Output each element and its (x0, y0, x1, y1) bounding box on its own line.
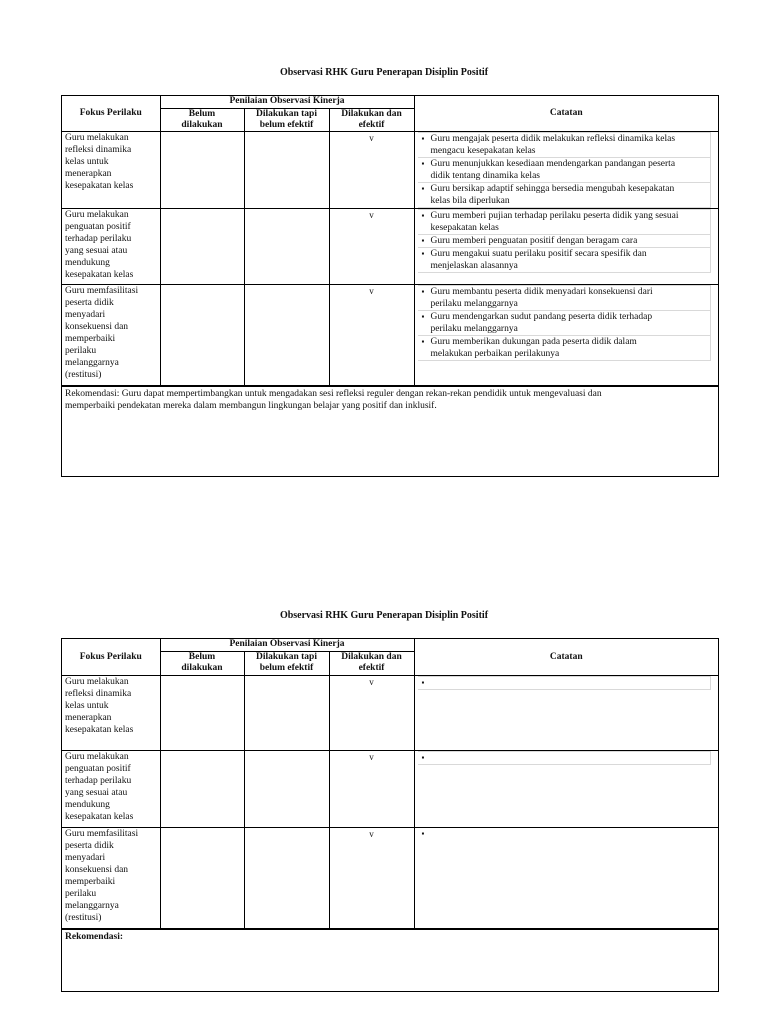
table-row (62, 675, 718, 750)
belum-efektif-cell[interactable] (244, 131, 329, 208)
list-item: ▪ Guru bersikap adaptif sehingga bersedia mengubah kesepakatan kelas bila diperlukan (418, 182, 712, 208)
bullet-icon: ▪ (421, 336, 425, 346)
rekomendasi-text: Guru dapat mempertimbangkan untuk mengadakan sesi refleksi reguler dengan rekan-rekan pendidik untuk mengevaluasi dan (119, 388, 602, 399)
fokus-perilaku-cell: Guru memfasilitasi peserta didik menyadari konsekuensi dan memperbaiki perilaku melanggarnya (restitusi) (62, 827, 160, 928)
list-item: ▪ Guru memberi pujian terhadap perilaku peserta didik yang sesuai kesepakatan kelas (418, 209, 712, 234)
efektif-check-cell[interactable] (329, 284, 414, 385)
notes-list (418, 828, 716, 840)
belum-dilakukan-cell[interactable] (160, 827, 244, 928)
table-row (62, 750, 718, 827)
header-dilakukan-efektif: Dilakukan dan efektif (329, 651, 414, 675)
form-2-title: Observasi RHK Guru Penerapan Disiplin Positif (279, 610, 489, 621)
header-belum-dilakukan: Belum dilakukan (160, 108, 244, 131)
notes-list (418, 285, 716, 361)
bullet-icon: ▪ (421, 235, 425, 245)
bullet-icon: ▪ (421, 752, 425, 762)
efektif-check-cell[interactable] (329, 827, 414, 928)
header-penilaian: Penilaian Observasi Kinerja (160, 96, 414, 108)
list-item[interactable] (418, 828, 712, 840)
catatan-cell[interactable] (414, 750, 718, 827)
observation-form-2 (61, 638, 719, 992)
observation-table (62, 96, 718, 386)
observation-table (62, 639, 718, 929)
header-penilaian: Penilaian Observasi Kinerja (160, 639, 414, 651)
belum-efektif-cell[interactable] (244, 208, 329, 284)
check-mark: v (369, 132, 374, 143)
belum-efektif-cell[interactable] (244, 284, 329, 385)
header-catatan: Catatan (414, 96, 718, 131)
bullet-icon: ▪ (421, 133, 425, 143)
rekomendasi-text: memperbaiki pendekatan mereka dalam membangun lingkungan belajar yang positif dan inklusif. (65, 400, 437, 411)
rekomendasi-section[interactable] (62, 386, 718, 474)
bullet-icon: ▪ (421, 286, 425, 296)
bullet-icon: ▪ (421, 677, 425, 687)
belum-efektif-cell[interactable] (244, 675, 329, 750)
notes-list (418, 751, 716, 765)
belum-efektif-cell[interactable] (244, 750, 329, 827)
list-item[interactable] (418, 676, 712, 690)
efektif-check-cell[interactable] (329, 750, 414, 827)
belum-dilakukan-cell[interactable] (160, 675, 244, 750)
notes-list (418, 132, 716, 208)
efektif-check-cell[interactable] (329, 675, 414, 750)
efektif-check-cell[interactable] (329, 131, 414, 208)
list-item: ▪ Guru memberikan dukungan pada peserta didik dalam melakukan perbaikan perilakunya (418, 335, 712, 361)
header-dilakukan-belum-efektif: Dilakukan tapi belum efektif (244, 651, 329, 675)
belum-dilakukan-cell[interactable] (160, 750, 244, 827)
table-row (62, 284, 718, 385)
catatan-cell (414, 208, 718, 284)
list-item: ▪ Guru memberi penguatan positif dengan beragam cara (418, 234, 712, 247)
check-mark: v (369, 828, 374, 839)
fokus-perilaku-cell: Guru melakukan refleksi dinamika kelas untuk menerapkan kesepakatan kelas (62, 675, 160, 750)
bullet-icon: ▪ (421, 828, 425, 838)
form-1-title: Observasi RHK Guru Penerapan Disiplin Positif (279, 67, 489, 78)
catatan-cell[interactable] (414, 675, 718, 750)
rekomendasi-label: Rekomendasi: (65, 931, 124, 942)
check-mark: v (369, 751, 374, 762)
fokus-perilaku-cell: Guru melakukan penguatan positif terhadap perilaku yang sesuai atau mendukung kesepakatan kelas (62, 208, 160, 284)
notes-list (418, 676, 716, 690)
header-dilakukan-efektif: Dilakukan dan efektif (329, 108, 414, 131)
check-mark: v (369, 209, 374, 220)
fokus-perilaku-cell: Guru memfasilitasi peserta didik menyadari konsekuensi dan memperbaiki perilaku melanggarnya (restitusi) (62, 284, 160, 385)
header-dilakukan-belum-efektif: Dilakukan tapi belum efektif (244, 108, 329, 131)
table-row (62, 131, 718, 208)
efektif-check-cell[interactable] (329, 208, 414, 284)
bullet-icon: ▪ (421, 248, 425, 258)
bullet-icon: ▪ (421, 311, 425, 321)
fokus-perilaku-cell: Guru melakukan refleksi dinamika kelas untuk menerapkan kesepakatan kelas (62, 131, 160, 208)
fokus-perilaku-cell: Guru melakukan penguatan positif terhadap perilaku yang sesuai atau mendukung kesepakatan kelas (62, 750, 160, 827)
list-item[interactable] (418, 751, 712, 765)
catatan-cell (414, 131, 718, 208)
check-mark: v (369, 676, 374, 687)
header-fokus-perilaku: Fokus Perilaku (62, 639, 160, 675)
header-belum-dilakukan: Belum dilakukan (160, 651, 244, 675)
catatan-cell[interactable] (414, 827, 718, 928)
notes-list (418, 209, 716, 273)
belum-dilakukan-cell[interactable] (160, 284, 244, 385)
belum-dilakukan-cell[interactable] (160, 131, 244, 208)
bullet-icon: ▪ (421, 210, 425, 220)
list-item: ▪ Guru menunjukkan kesediaan mendengarkan pandangan peserta didik tentang dinamika kelas (418, 157, 712, 182)
belum-dilakukan-cell[interactable] (160, 208, 244, 284)
observation-form-1 (61, 95, 719, 477)
table-row (62, 827, 718, 928)
header-fokus-perilaku: Fokus Perilaku (62, 96, 160, 131)
header-catatan: Catatan (414, 639, 718, 675)
list-item: ▪ Guru membantu peserta didik menyadari konsekuensi dari perilaku melanggarnya (418, 285, 712, 310)
rekomendasi-label: Rekomendasi: (65, 388, 120, 399)
catatan-cell (414, 284, 718, 385)
list-item: ▪ Guru mendengarkan sudut pandang peserta didik terhadap perilaku melanggarnya (418, 310, 712, 335)
bullet-icon: ▪ (421, 158, 425, 168)
list-item: ▪ Guru mengajak peserta didik melakukan refleksi dinamika kelas mengacu kesepakatan kelas (418, 132, 712, 157)
check-mark: v (369, 285, 374, 296)
rekomendasi-section[interactable] (62, 929, 718, 992)
list-item: ▪ Guru mengakui suatu perilaku positif secara spesifik dan menjelaskan alasannya (418, 247, 712, 273)
bullet-icon: ▪ (421, 183, 425, 193)
table-row (62, 208, 718, 284)
belum-efektif-cell[interactable] (244, 827, 329, 928)
